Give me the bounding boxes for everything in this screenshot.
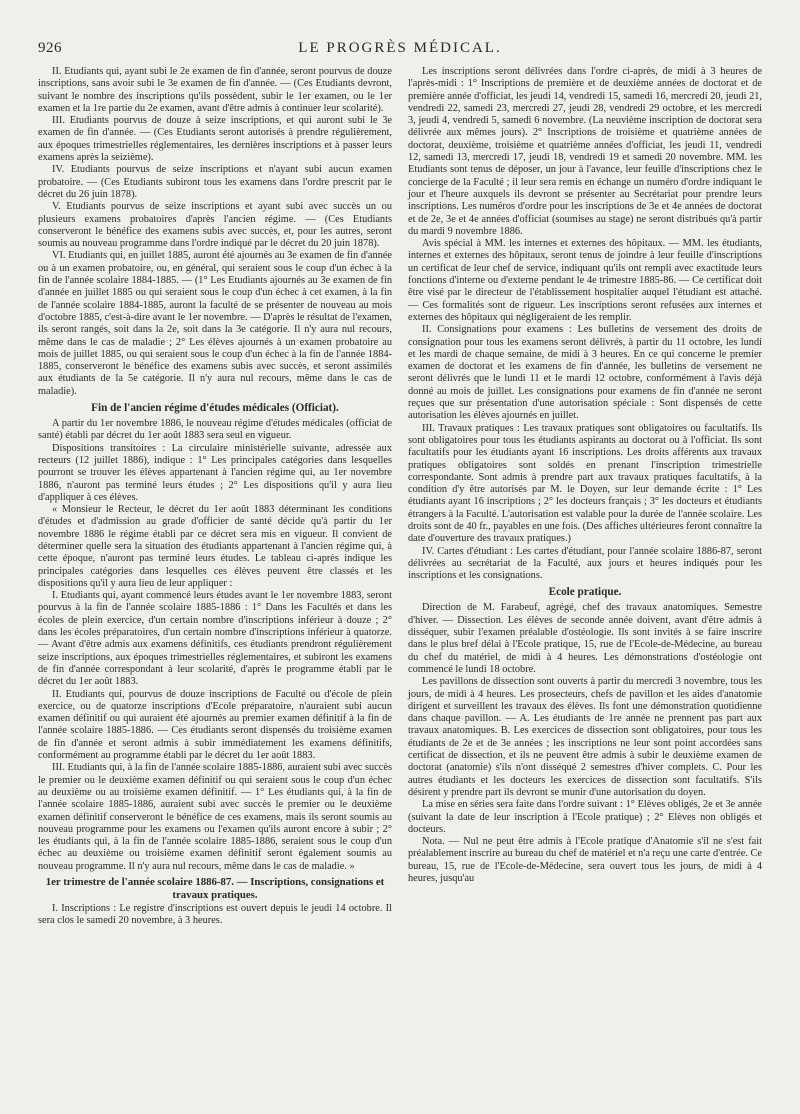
paragraph: I. Etudiants qui, ayant commencé leurs études avant le 1er novembre 1883, seront pourvus à la fin de l'année scolaire 1885-1886 : 1° Dans les Facultés et dans les écoles de plein exercice, d'un certain nombre d'inscriptions inférieur à douze ; 2° dans les écoles préparatoires, d'un certain nombre d'inscriptions inférieur à quatorze. — Avant d'être admis aux examens définitifs, ces étudiants prendront régulièrement seize inscriptions, aux époques trimestrielles réglementaires, et subiront les examens de fin d'année correspondant à leur scolarité, d'après le programme établi par le décret du 1er août 1883. xyxy=(38,590,392,688)
left-column xyxy=(38,66,392,928)
left-paragraphs-1 xyxy=(38,66,392,398)
left-paragraphs-2 xyxy=(38,418,392,873)
right-heading-ecole-pratique: Ecole pratique. xyxy=(548,586,622,599)
paragraph: II. Etudiants qui, pourvus de douze inscriptions de Faculté ou d'école de plein exercice, ou de quatorze inscriptions d'Ecole préparatoire, n'auraient subi aucun examen définitif ou qui auraient été ajournés au premier examen définitif à la fin de l'année scolaire 1885-1886. — Ces étudiants seront dispensés du troisième examen de fin d'année et seront admis à subir immédiatement les examens définitifs, conformément au programme établi par le décret du 1er août 1883. xyxy=(38,688,392,762)
paragraph: V. Etudiants pourvus de seize inscriptions et ayant subi avec succès un ou plusieurs examens probatoires d'après l'ancien régime. — (Ces Etudiants conserveront le bénéfice des examens subis avec succès, et, pour les autres, seront soumis au nouveau programme dans l'ordre indiqué par le décret du 20 juin 1878). xyxy=(38,201,392,250)
paragraph: I. Inscriptions : Le registre d'inscriptions est ouvert depuis le jeudi 14 octobre. Il sera clos le samedi 20 novembre, à 3 heures. xyxy=(38,903,392,927)
paragraph: La mise en séries sera faite dans l'ordre suivant : 1° Elèves obligés, 2e et 3e année (suivant la date de leur inscription à l'Ecole pratique) ; 2° Elèves non obligés et docteurs. xyxy=(408,799,762,835)
paragraph: VI. Etudiants qui, en juillet 1885, auront été ajournés au 3e examen de fin d'année ou à un examen probatoire, ou, en général, qui seraient sous le coup d'un échec à la fin de l'année scolaire 1884-1885. — (1° Les Etudiants ajournés au 3e examen de fin d'année en juillet 1885 ou qui seraient sous le coup d'un échec à cet examen, à la fin de l'année scolaire 1884-1885, auront la faculté de se présenter de nouveau au mois d'octobre 1885, c'est-à-dire avant le 1er novembre. — D'après le résultat de l'examen, ils seront rangés, soit dans la 2e, soit dans la 3e catégorie. Il n'y aura nul recours, même dans le cas de maladie ; 2° Les élèves ajournés à un examen probatoire au mois de juillet 1885, ou qui seraient sous le coup d'un échec à la fin de l'année 1884-1885, conserveront le bénéfice des examens subis avec succès, et seront assimilés aux étudiants de la 5e catégorie. Il n'y aura nul recours, même dans le cas de maladie). xyxy=(38,250,392,397)
paragraph: A partir du 1er novembre 1886, le nouveau régime d'études médicales (officiat de santé) établi par décret du 1er août 1883 sera seul en vigueur. xyxy=(38,418,392,442)
paragraph: IV. Cartes d'étudiant : Les cartes d'étudiant, pour l'année scolaire 1886-87, seront délivrées au secrétariat de la Faculté, aux jours et heures indiqués pour les inscriptions et les consignations. xyxy=(408,545,762,582)
left-heading-trimestre: 1er trimestre de l'année scolaire 1886-87. — Inscriptions, consignations et travaux pratiques. xyxy=(45,876,385,901)
right-column xyxy=(408,66,762,928)
paragraph: II. Etudiants qui, ayant subi le 2e examen de fin d'année, seront pourvus de douze inscriptions, sans avoir subi le 3e examen de fin d'année. — (Ces Etudiants devront, suivant le nombre des inscriptions qu'ils possèdent, subir le 1er examen, ou le 1er examen et la 1re partie du 2e examen, avant d'être admis à continuer leur scolarité). xyxy=(38,66,392,114)
paragraph: III. Travaux pratiques : Les travaux pratiques sont obligatoires ou facultatifs. Ils sont obligatoires pour tous les étudiants aspirants au doctorat ou à l'officiat. Ils sont facultatifs pour les étudiants ayant 16 inscriptions. Les droits afférents aux travaux pratiques obligatoires sont soldés en prenant l'inscription trimestrielle correspondante. Sont admis à prendre part aux travaux pratiques facultatifs, à la condition d'y être autorisés par M. le Doyen, sur leur demande écrite : 1° Les étudiants ayant 16 inscriptions ; 2° les docteurs français ; 3° les docteurs et étudiants étrangers à la Faculté. L'autorisation est valable pour la durée de l'année scolaire. Les droits sont de 40 fr., payables en une fois. (Des affiches ultérieures feront connaître la date d'ouverture des travaux pratiques.) xyxy=(408,422,762,545)
paragraph: II. Consignations pour examens : Les bulletins de versement des droits de consignation pour tous les examens seront délivrés, à partir du 11 octobre, les lundi et les mardi de chaque semaine, de midi à 3 heures. En ce qui concerne le premier examen de doctorat et les examens de fin d'année, les bulletins de versement ne seront délivrés que le lundi 11 et le mardi 12 octobre, conformément à l'avis déjà donné au mois de juillet. Les consignations pour examens de fin d'année ne seront reçues que sur présentation d'une autorisation spéciale : Sont dispensés de cette autorisation les élèves ajournés en juillet. xyxy=(408,324,762,422)
right-paragraphs-2 xyxy=(408,602,762,885)
paragraph: Direction de M. Farabeuf, agrégé, chef des travaux anatomiques. Semestre d'hiver. — Dissection. Les élèves de seconde année doivent, avant d'être admis à disséquer, subir l'examen préalable d'ostéologie. Ils sont invités à se faire inscrire dans le plus bref délai à l'Ecole pratique, 15, rue de l'Ecole-de-Médecine, au bureau du chef du matériel, de midi à 4 heures. Les démonstrations d'ostéologie ont commencé le lundi 18 octobre. xyxy=(408,602,762,675)
paragraph: Dispositions transitoires : La circulaire ministérielle suivante, adressée aux recteurs (12 juillet 1886), indique : 1° Les principales catégories dans lesquelles pourront se trouver les élèves appartenant à l'ancien régime qui, au 1er novembre 1886, n'auront pas terminé leurs études ; 2° Les dispositions qu'il y aura lieu d'appliquer à ces élèves. xyxy=(38,442,392,503)
paragraph: III. Etudiants qui, à la fin de l'année scolaire 1885-1886, auraient subi avec succès le premier ou le deuxième examen définitif ou qui seraient sous le coup d'un échec au deuxième ou au troisième examen définitif. — 1° Les étudiants qui, à la fin de l'année scolaire 1885-1886, auraient subi avec succès le premier ou le deuxième examen définitif conserveront le bénéfice de ces examens, mais ils seront soumis au nouveau programme pour les examens ou l'examen qu'ils auront encore à subir ; 2° les étudiants qui, à la fin de l'année scolaire 1885-1886, seraient sous le coup d'un échec au deuxième ou troisième examen définitif seront également soumis au nouveau programme. Il n'y aura nul recours, même dans le cas de maladie. » xyxy=(38,762,392,872)
paragraph: Avis spécial à MM. les internes et externes des hôpitaux. — MM. les étudiants, internes et externes des hôpitaux, seront tenus de joindre à leur feuille d'inscriptions un certificat de leur chef de service, indiquant qu'ils ont rempli avec exactitude leurs fonctions d'interne ou d'externe pendant le 4e trimestre 1885-86. — Ce certificat doit être visé par le directeur de l'établissement hospitalier auquel l'étudiant est attaché. — Ces formalités sont de rigueur. Les inscriptions seront refusées aux internes et externes des hôpitaux qui négligeraient de les remplir. xyxy=(408,238,762,323)
paragraph: III. Etudiants pourvus de douze à seize inscriptions, et qui auront subi le 3e examen de fin d'année. — (Ces Etudiants seront autorisés à prendre régulièrement, aux époques trimestrielles réglementaires, les dernières inscriptions et à passer leurs examens après la seizième). xyxy=(38,115,392,164)
page-number: 926 xyxy=(38,40,62,56)
paragraph: IV. Etudiants pourvus de seize inscriptions et n'ayant subi aucun examen probatoire. — (Ces Etudiants subiront tous les examens dans l'ordre prescrit par le décret du 26 juin 1878). xyxy=(38,164,392,200)
paragraph: Les inscriptions seront délivrées dans l'ordre ci-après, de midi à 3 heures de l'après-midi : 1° Inscriptions de première et de deuxième années de doctorat et de première année d'officiat, les jeudi 14, vendredi 15, samedi 16, mercredi 20, jeudi 21, vendredi 22, samedi 23, mercredi 27, jeudi 28, vendredi 29 octobre, et les mercredi 3, jeudi 4, vendredi 5, samedi 6 novembre. (La neuvième inscription de doctorat sera délivrée aux mêmes jours). 2° Inscriptions de troisième et quatrième années de doctorat, deuxième, troisième et quatrième années d'officiat, les jeudi 11, vendredi 12, samedi 13, mercredi 17, jeudi 18, vendredi 19 et samedi 20 novembre. MM. les Etudiants sont tenus de déposer, un jour à l'avance, leur feuille d'inscriptions chez le concierge de la Faculté ; il leur sera remis en échange un numéro d'ordre indiquant le jour et l'heure auxquels ils devront se présenter au Secrétariat pour prendre leurs inscriptions. Les numéros d'ordre pour les inscriptions de 3e et 4e années de doctorat et de 2e, 3e et 4e années d'officiat (soumises au stage) ne seront distribués qu'à partir du mardi 9 novembre 1886. xyxy=(408,66,762,237)
paragraph: Nota. — Nul ne peut être admis à l'Ecole pratique d'Anatomie s'il ne s'est fait préalablement inscrire au bureau du chef de matériel et n'a reçu une carte d'entrée. Ce bureau, 15, rue de l'Ecole-de-Médecine, sera ouvert tous les jours, de midi à 4 heures, jusqu'au xyxy=(408,836,762,884)
left-heading-officiat: Fin de l'ancien régime d'études médicales (Officiat). xyxy=(91,402,339,415)
right-paragraphs-1 xyxy=(408,66,762,582)
page-header xyxy=(38,40,762,66)
left-paragraphs-3 xyxy=(38,903,392,928)
paragraph: « Monsieur le Recteur, le décret du 1er août 1883 déterminant les conditions d'études et d'admission au grade d'officier de santé décide qu'à partir du 1er novembre 1886 le régime établi par ce décret sera mis en vigueur. Il convient de déterminer quelle sera la situation des étudiants appartenant à l'ancien régime qui, à cette époque, n'auront pas terminé leurs études. Le tableau ci-après indique les principales catégories dans lesquelles ces élèves peuvent être classés et les dispositions qu'il y aura lieu de leur appliquer : xyxy=(38,504,392,589)
running-title: LE PROGRÈS MÉDICAL. xyxy=(298,40,502,56)
paragraph: Les pavillons de dissection sont ouverts à partir du mercredi 3 novembre, tous les jours, de midi à 4 heures. Les prosecteurs, chefs de pavillon et les aides d'anatomie dirigent et surveillent les travaux des élèves. Ils font une démonstration quotidienne dans chaque pavillon. — A. Les étudiants de 1re année ne prennent pas part aux travaux anatomiques. B. Les exercices de dissection sont obligatoires, pour tous les étudiants de 2e et de 3e années ; les inscriptions ne leur sont point accordées sans certificat de dissection, et ils ne peuvent être admis à subir le deuxième examen de doctorat (anatomie) s'ils n'ont disséqué 2 semestres d'hiver complets. C. Pour les autres étudiants et les docteurs les exercices de dissection sont facultatifs. S'ils désirent y prendre part ils devront se munir d'une autorisation du doyen. xyxy=(408,676,762,798)
